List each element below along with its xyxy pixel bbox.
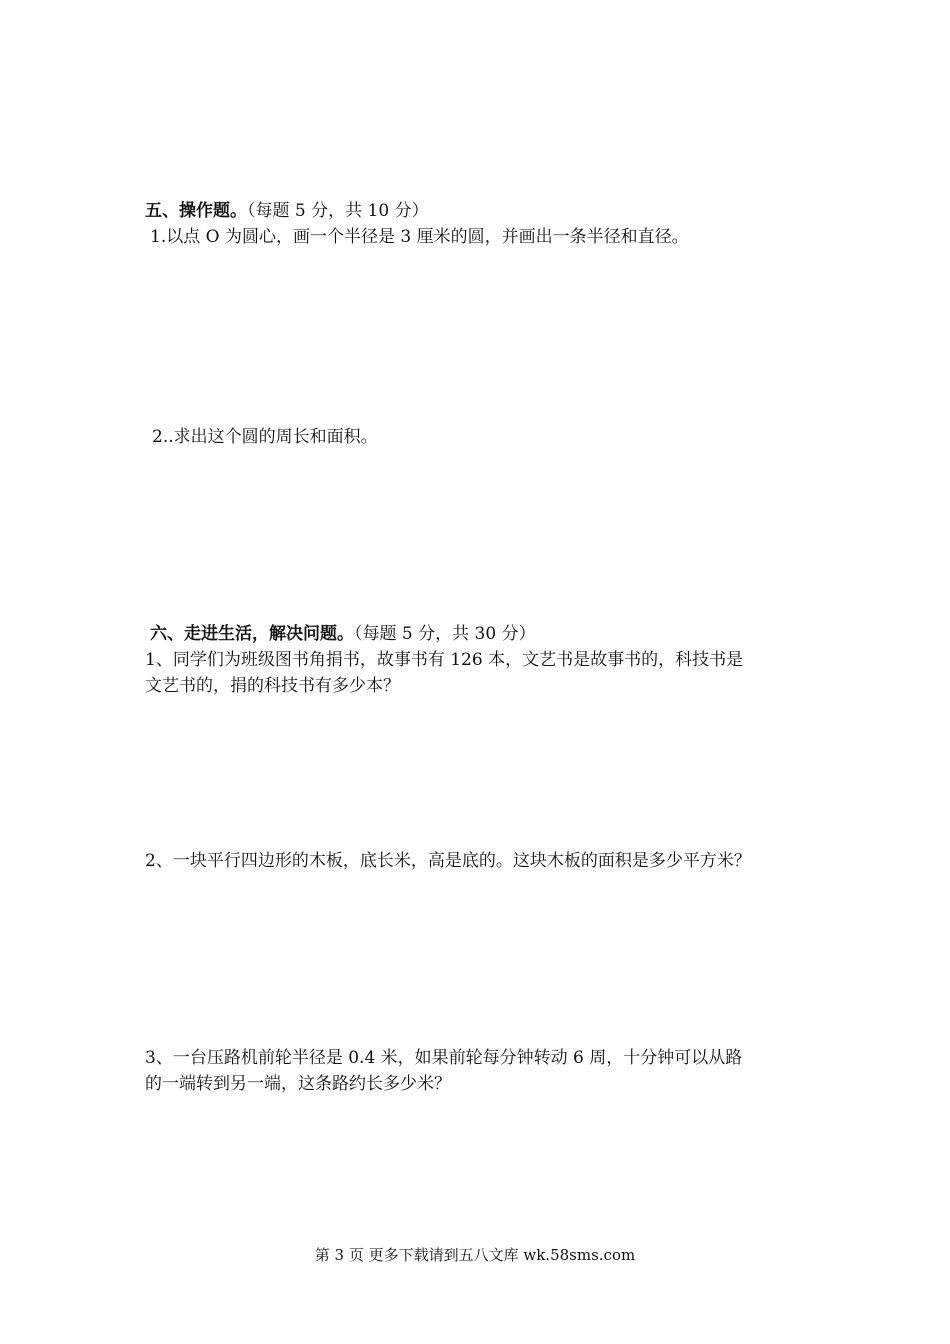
page-footer: 第 3 页 更多下载请到五八文库 wk.58sms.com: [314, 1246, 636, 1264]
section5-title: 五、操作题。: [145, 201, 247, 221]
section6-question-1-line-2: 文艺书的，捐的科技书有多少本？: [145, 676, 400, 696]
section6-title: 六、走进生活，解决问题。: [150, 624, 354, 644]
section5-question-1: 1.以点 O 为圆心，画一个半径是 3 厘米的圆，并画出一条半径和直径。: [150, 227, 689, 247]
section6-question-1-line-1: 1、同学们为班级图书角捐书，故事书有 126 本，文艺书是故事书的，科技书是: [145, 650, 744, 670]
section6-question-2: 2、一块平行四边形的木板，底长米，高是底的。这块木板的面积是多少平方米？: [145, 851, 751, 871]
section6-heading: [150, 622, 536, 646]
section5-heading: [145, 199, 429, 223]
section6-score-note: （每题 5 分，共 30 分）: [354, 624, 536, 644]
section6-question-3-line-2: 的一端转到另一端，这条路约长多少米？: [145, 1074, 451, 1094]
section5-score-note: （每题 5 分，共 10 分）: [247, 201, 429, 221]
section6-question-3-line-1: 3、一台压路机前轮半径是 0.4 米，如果前轮每分钟转动 6 周，十分钟可以从路: [145, 1048, 743, 1068]
section5-question-2: 2..求出这个圆的周长和面积。: [152, 427, 378, 447]
